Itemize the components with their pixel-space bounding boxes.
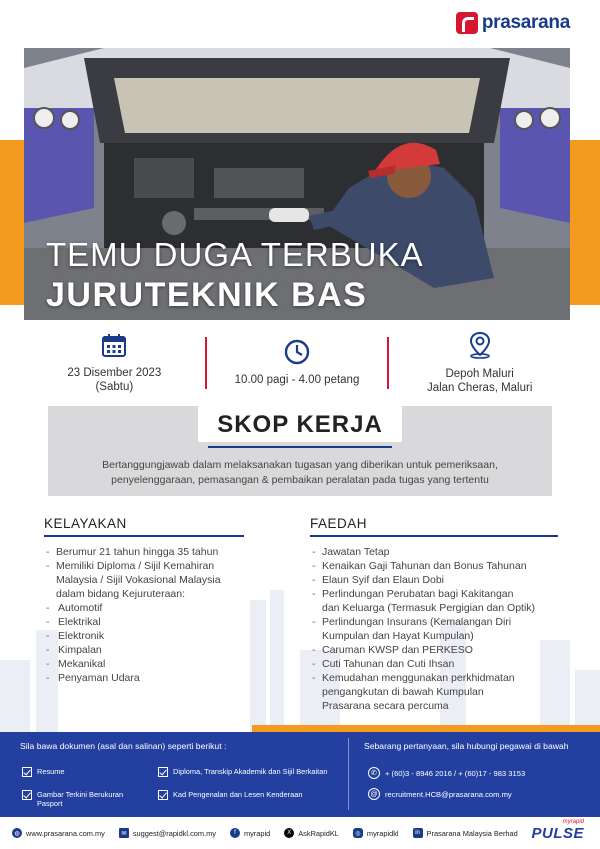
brand-name: prasarana (481, 12, 570, 33)
clock-icon (284, 339, 310, 365)
doc-resume (22, 767, 65, 777)
mail-icon: ✉ (119, 828, 129, 838)
footer-website-text: www.prasarana.com.my (26, 828, 105, 838)
qualifications-section (44, 515, 244, 685)
prasarana-logo-icon (456, 12, 478, 34)
benefits-section (310, 515, 558, 713)
facebook-icon: f (230, 828, 240, 838)
job-scope-underline (208, 446, 392, 448)
list-item: Prasarana secara percuma (322, 700, 449, 712)
qualifications-list (44, 545, 244, 685)
job-scope-text (62, 458, 538, 488)
event-day-text: (Sabtu) (95, 381, 134, 393)
list-item: - Perlindungan Perubatan bagi Kakitangan (310, 587, 558, 601)
checkbox-icon (22, 767, 32, 777)
list-item: - Kenaikan Gaji Tahunan dan Bonus Tahunan (310, 559, 558, 573)
footer-instagram[interactable] (353, 828, 399, 838)
list-item: dalam bidang Kejuruteraan: (56, 588, 186, 600)
list-item: - Caruman KWSP dan PERKESO (310, 643, 558, 657)
doc-diploma (158, 767, 327, 777)
linkedin-icon: in (413, 828, 423, 838)
event-date-text: 23 Disember 2023 (67, 367, 162, 379)
job-scope-line: Bertanggungjawab dalam melaksanakan tugasan yang diberikan untuk pemeriksaan, (102, 459, 498, 471)
footer-linkedin-text: Prasarana Malaysia Berhad (426, 828, 518, 838)
job-title: JURUTEKNIK BAS (46, 276, 368, 314)
instagram-icon: ◎ (353, 828, 363, 838)
benefits-list (310, 545, 558, 713)
phone-icon: ✆ (368, 767, 380, 779)
doc-label-line: Pasport (37, 799, 63, 808)
footer-email[interactable] (119, 828, 216, 838)
location-icon (467, 331, 493, 359)
x-icon: X (284, 828, 294, 838)
pulse-logo-text: PULSE (531, 825, 584, 842)
list-item: pengangkutan di bawah Kumpulan (322, 686, 484, 698)
list-item: - Cuti Tahunan dan Cuti Ihsan (310, 657, 558, 671)
list-item: - Mekanikal (44, 657, 244, 671)
band-divider (348, 738, 349, 810)
documents-contact-band (0, 732, 600, 817)
list-item: Malaysia / Sijil Vokasional Malaysia (56, 574, 221, 586)
footer-email-text: suggest@rapidkl.com.my (132, 828, 216, 838)
pulse-logo (531, 819, 584, 842)
event-date (24, 332, 205, 394)
doc-label: Diploma, Transkip Akademik dan Sijil Berkaitan (173, 767, 328, 776)
orange-accent-strip (252, 725, 600, 732)
list-item: Kumpulan dan Hayat Kumpulan) (322, 630, 474, 642)
qualifications-title: KELAYAKAN (44, 516, 244, 537)
job-scope-title: SKOP KERJA (217, 411, 383, 438)
hero-subtitle: TEMU DUGA TERBUKA (46, 236, 424, 273)
doc-photo (22, 790, 123, 808)
list-item: - Penyaman Udara (44, 671, 244, 685)
calendar-icon (101, 332, 127, 358)
list-item: dan Keluarga (Termasuk Pergigian dan Optik) (322, 602, 536, 614)
list-item: - Memiliki Diploma / Sijil Kemahiran (44, 559, 244, 573)
job-scope-title-box (198, 406, 402, 442)
list-item: - Berumur 21 tahun hingga 35 tahun (44, 545, 244, 559)
doc-label-line: Gambar Terkini Berukuran (37, 790, 124, 799)
footer-facebook-text: myrapid (243, 828, 271, 838)
list-item: - Elektronik (44, 629, 244, 643)
event-location (389, 331, 570, 395)
contact-phone-text: + (60)3 - 8946 2016 / + (60)17 - 983 3153 (385, 768, 526, 778)
list-item: - Elaun Syif dan Elaun Dobi (310, 573, 558, 587)
event-info-bar (24, 320, 570, 406)
footer-instagram-text: myrapidkl (366, 828, 399, 838)
list-item: - Kemudahan menggunakan perkhidmatan (310, 671, 558, 685)
doc-label (37, 790, 123, 808)
globe-icon: ◍ (12, 828, 22, 838)
list-item: - Elektrikal (44, 615, 244, 629)
contact-phone[interactable] (368, 767, 525, 779)
hero-photo (24, 48, 570, 320)
event-time-text: 10.00 pagi - 4.00 petang (234, 374, 360, 386)
footer-x[interactable] (284, 828, 339, 838)
footer-x-text: AskRapidKL (298, 828, 339, 838)
footer-linkedin[interactable] (413, 828, 518, 838)
hero-title (46, 236, 424, 315)
doc-label: Kad Pengenalan dan Lesen Kenderaan (173, 790, 303, 799)
doc-label: Resume (37, 767, 65, 776)
checkbox-icon (22, 790, 32, 800)
footer-facebook[interactable] (230, 828, 270, 838)
contact-email-text: recruitment.HCB@prasarana.com.my (385, 789, 512, 799)
event-time (207, 339, 388, 387)
list-item: - Jawatan Tetap (310, 545, 558, 559)
pulse-logo-small: myrapid (562, 819, 584, 825)
event-place-line1: Depoh Maluri (445, 368, 514, 380)
footer (0, 817, 600, 849)
checkbox-icon (158, 767, 168, 777)
event-place-line2: Jalan Cheras, Maluri (426, 382, 533, 394)
job-scope-line: penyelenggaraan, pemasangan & pembaikan peralatan pada tugas yang tertentu (111, 474, 489, 486)
list-item: - Perlindungan Insurans (Kemalangan Diri (310, 615, 558, 629)
contact-title: Sebarang pertanyaan, sila hubungi pegawai di bawah (364, 741, 569, 751)
doc-ic (158, 790, 302, 800)
list-item: - Kimpalan (44, 643, 244, 657)
contact-email[interactable] (368, 788, 512, 800)
prasarana-logo (456, 12, 570, 34)
checkbox-icon (158, 790, 168, 800)
documents-title: Sila bawa dokumen (asal dan salinan) seperti berikut : (20, 741, 227, 751)
list-item: - Automotif (44, 601, 244, 615)
job-scope-section (48, 406, 552, 496)
footer-website[interactable] (12, 828, 105, 838)
email-icon: @ (368, 788, 380, 800)
benefits-title: FAEDAH (310, 516, 558, 537)
